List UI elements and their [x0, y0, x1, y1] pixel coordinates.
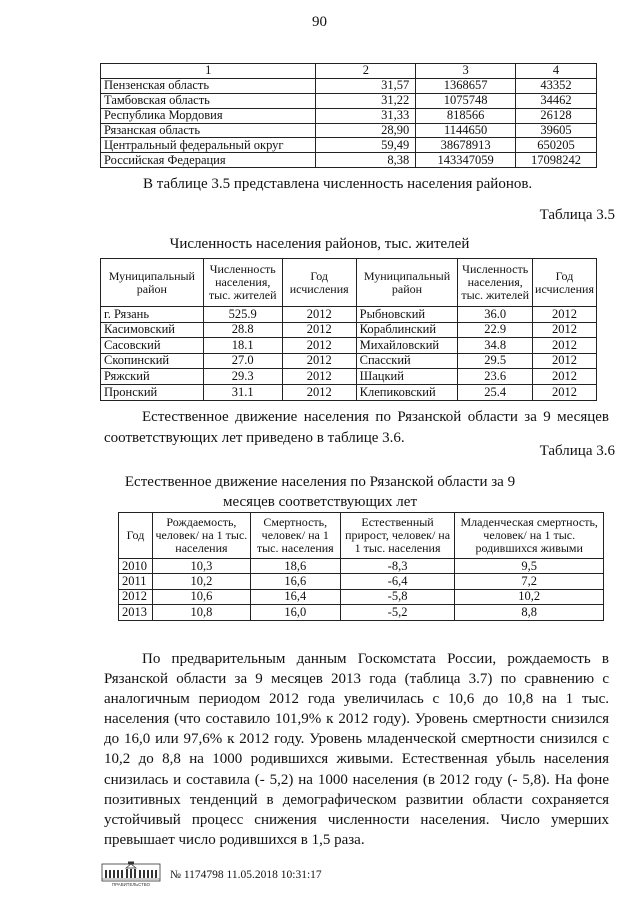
table-row	[101, 123, 597, 138]
table-cell: 2012	[533, 322, 597, 338]
table-header-row	[101, 259, 597, 307]
table-3-5-label: Таблица 3.5	[539, 207, 615, 223]
header-cell: 4	[516, 64, 597, 79]
table-cell: 10,2	[455, 589, 604, 604]
header-cell: Рождаемость, человек/ на 1 тыс. населения	[152, 513, 250, 559]
table-cell: 2012	[533, 384, 597, 400]
table-row	[101, 138, 597, 153]
table-row	[119, 574, 604, 589]
table-cell: 1075748	[416, 93, 516, 108]
table-cell: Клепиковский	[356, 384, 458, 400]
table-cell: -5,8	[340, 589, 455, 604]
table-cell: Пензенская область	[101, 78, 316, 93]
table-cell: 38678913	[416, 138, 516, 153]
table-cell: г. Рязань	[101, 307, 204, 323]
table-cell: 39605	[516, 123, 597, 138]
table-cell: Кораблинский	[356, 322, 458, 338]
table-header-row	[119, 513, 604, 559]
table-cell: Рязанская область	[101, 123, 316, 138]
page-number: 90	[312, 14, 327, 30]
table-3-6-intro: Естественное движение населения по Рязанской области за 9 месяцев соответствующих лет приведено в таблице 3.6.	[104, 409, 609, 446]
table-cell: 818566	[416, 108, 516, 123]
header-cell: Естественный прирост, человек/ на 1 тыс. населения	[340, 513, 455, 559]
table-cell: Центральный федеральный округ	[101, 138, 316, 153]
table-cell: 31,22	[316, 93, 416, 108]
table-cell: 34.8	[458, 338, 533, 354]
table-cell: Республика Мордовия	[101, 108, 316, 123]
table-3-5-title: Численность населения районов, тыс. жителей	[169, 236, 470, 252]
header-cell: Муниципальный район	[356, 259, 458, 307]
table-cell: 8,38	[316, 153, 416, 168]
table-row	[101, 307, 597, 323]
table-cell: 31.1	[203, 384, 282, 400]
table-cell: 1144650	[416, 123, 516, 138]
body-paragraph: По предварительным данным Госкомстата России, рождаемость в Рязанской области за 9 месяцев 2013 года (таблица 3.7) по сравнению с аналогичным периодом 2012 года увеличилась с 10,6 до 10,8 на 1 тыс. населения (что составило 101,9% к 2012 году). Уровень смертности снизился до 16,0 или 97,6% к 2012 году. Уровень младенческой смертности снизился с 10,2 до 8,8 на 1000 родившихся живыми. Естественная убыль населения снизилась и составила (- 5,2) на 1000 населения (в 2012 году (- 5,8). На фоне позитивных тенденций в демографическом развитии области сохраняется устойчивый процесс снижения численности населения. Число умерших превышает число родившихся в 1,5 раза.	[104, 651, 609, 848]
header-cell: Муниципальный район	[101, 259, 204, 307]
header-cell: Численность населения, тыс. жителей	[203, 259, 282, 307]
table-row	[119, 559, 604, 574]
table-cell: 2012	[533, 369, 597, 385]
table-row	[119, 589, 604, 604]
table-cell: 2011	[119, 574, 153, 589]
table-cell: 59,49	[316, 138, 416, 153]
table-cell: 10,3	[152, 559, 250, 574]
table-cell: 8,8	[455, 605, 604, 620]
table-cell: 2012	[282, 338, 356, 354]
table-cell: 18,6	[250, 559, 340, 574]
header-cell: Смертность, человек/ на 1 тыс. населения	[250, 513, 340, 559]
table-row	[101, 369, 597, 385]
table-header-row	[101, 64, 597, 79]
table-cell: Михайловский	[356, 338, 458, 354]
table-cell: 29.3	[203, 369, 282, 385]
table-cell: 2012	[119, 589, 153, 604]
table-cell: 7,2	[455, 574, 604, 589]
table-cell: Шацкий	[356, 369, 458, 385]
table-cell: Тамбовская область	[101, 93, 316, 108]
table-row	[101, 353, 597, 369]
table-cell: 2010	[119, 559, 153, 574]
table-cell: 31,33	[316, 108, 416, 123]
table-cell: 18.1	[203, 338, 282, 354]
header-cell: 1	[101, 64, 316, 79]
table-cell: 23.6	[458, 369, 533, 385]
table-cell: 10,8	[152, 605, 250, 620]
table-cell: Рыбновский	[356, 307, 458, 323]
table-cell: 2012	[533, 307, 597, 323]
header-cell: Численность населения, тыс. жителей	[458, 259, 533, 307]
table-cell: 10,2	[152, 574, 250, 589]
table-row	[119, 605, 604, 620]
table-cell: 143347059	[416, 153, 516, 168]
table-cell: 2012	[533, 338, 597, 354]
table-row	[101, 322, 597, 338]
table-row	[101, 78, 597, 93]
table-row	[101, 108, 597, 123]
table-cell: Скопинский	[101, 353, 204, 369]
table-cell: 2012	[282, 384, 356, 400]
table-cell: 525.9	[203, 307, 282, 323]
header-cell: Год исчисления	[282, 259, 356, 307]
table-cell: 34462	[516, 93, 597, 108]
header-cell: Младенческая смертность, человек/ на 1 тыс. родившихся живыми	[455, 513, 604, 559]
table-cell: 16,6	[250, 574, 340, 589]
table-cell: 2013	[119, 605, 153, 620]
regions-table	[100, 63, 597, 168]
table-cell: 26128	[516, 108, 597, 123]
table-cell: 2012	[282, 322, 356, 338]
table-cell: 28.8	[203, 322, 282, 338]
government-building-logo	[100, 861, 162, 887]
table-cell: 9,5	[455, 559, 604, 574]
table-cell: 17098242	[516, 153, 597, 168]
table-cell: 36.0	[458, 307, 533, 323]
districts-population-table	[100, 258, 597, 401]
table-cell: 2012	[282, 369, 356, 385]
table-3-6-title: Естественное движение населения по Рязанской области за 9 месяцев соответствующих лет	[124, 474, 516, 510]
table-cell: Российская Федерация	[101, 153, 316, 168]
table-row	[101, 338, 597, 354]
header-cell: 2	[316, 64, 416, 79]
table-cell: -5,2	[340, 605, 455, 620]
table-cell: -6,4	[340, 574, 455, 589]
table-cell: 1368657	[416, 78, 516, 93]
table-cell: -8,3	[340, 559, 455, 574]
table-cell: 29.5	[458, 353, 533, 369]
table-cell: Пронский	[101, 384, 204, 400]
table-cell: Ряжский	[101, 369, 204, 385]
table-cell: 10,6	[152, 589, 250, 604]
table-cell: 650205	[516, 138, 597, 153]
table-cell: 22.9	[458, 322, 533, 338]
natural-movement-table	[118, 512, 604, 621]
table-cell: 27.0	[203, 353, 282, 369]
table-cell: 16,0	[250, 605, 340, 620]
table-cell: 2012	[282, 307, 356, 323]
table-cell: Сасовский	[101, 338, 204, 354]
table-3-6-label: Таблица 3.6	[539, 443, 615, 459]
table-cell: 28,90	[316, 123, 416, 138]
table-row	[101, 153, 597, 168]
table-cell: 2012	[533, 353, 597, 369]
table-3-5-intro: В таблице 3.5 представлена численность населения районов.	[143, 176, 533, 192]
table-row	[101, 93, 597, 108]
header-cell: Год	[119, 513, 153, 559]
header-cell: 3	[416, 64, 516, 79]
table-cell: 31,57	[316, 78, 416, 93]
svg-text:ПРАВИТЕЛЬСТВО: ПРАВИТЕЛЬСТВО	[112, 882, 150, 887]
table-cell: 2012	[282, 353, 356, 369]
document-stamp: № 1174798 11.05.2018 10:31:17	[170, 869, 322, 881]
table-cell: Касимовский	[101, 322, 204, 338]
table-cell: Спасский	[356, 353, 458, 369]
table-row	[101, 384, 597, 400]
table-cell: 16,4	[250, 589, 340, 604]
table-cell: 43352	[516, 78, 597, 93]
header-cell: Год исчисления	[533, 259, 597, 307]
table-cell: 25.4	[458, 384, 533, 400]
